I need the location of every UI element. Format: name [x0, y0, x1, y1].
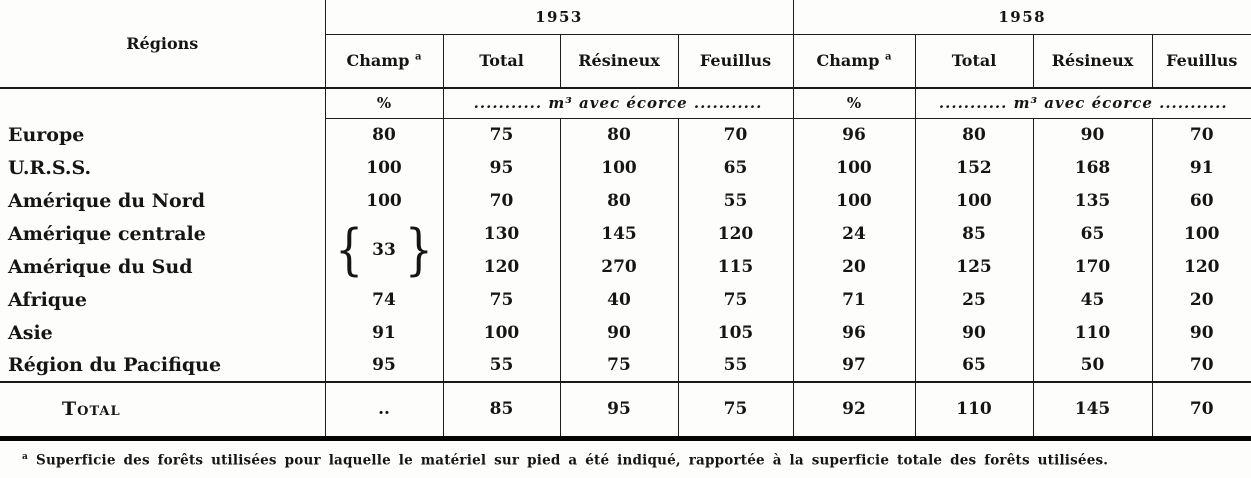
- data-cell: 75: [678, 283, 793, 316]
- col-header-champ-1958: [793, 34, 915, 88]
- braced-shared-value-cell: { 33 }: [325, 217, 443, 283]
- data-cell: 24: [793, 217, 915, 250]
- data-cell: 70: [443, 184, 560, 217]
- volume-unit-label: m³ avec écorce: [548, 94, 688, 113]
- col-header-resineux-1953: Résineux: [560, 34, 678, 88]
- data-cell: 100: [1152, 217, 1251, 250]
- data-cell: 100: [443, 316, 560, 349]
- col-header-feuillus-1953: Feuillus: [678, 34, 793, 88]
- data-cell: 75: [560, 349, 678, 382]
- year-header-1953: 1953: [325, 0, 793, 34]
- data-cell: 120: [443, 250, 560, 283]
- data-cell: 130: [443, 217, 560, 250]
- data-cell: 55: [678, 184, 793, 217]
- data-cell: 71: [793, 283, 915, 316]
- data-cell: 105: [678, 316, 793, 349]
- data-cell: 70: [1152, 349, 1251, 382]
- data-cell: 100: [560, 151, 678, 184]
- total-cell: 92: [793, 382, 915, 438]
- table-row-amerique-sud: [0, 250, 1251, 283]
- data-cell: 70: [1152, 118, 1251, 151]
- table-row-afrique: [0, 283, 1251, 316]
- champ-footnote-marker: a: [884, 51, 892, 63]
- data-cell: 100: [325, 184, 443, 217]
- total-cell: 110: [915, 382, 1033, 438]
- region-label: Europe: [8, 123, 85, 146]
- units-volume-1958: [915, 88, 1251, 118]
- regions-column-header: Régions: [0, 0, 325, 88]
- table-row-europe: [0, 118, 1251, 151]
- region-label: Amérique du Sud: [8, 255, 193, 278]
- data-cell: 90: [1152, 316, 1251, 349]
- data-cell: 90: [915, 316, 1033, 349]
- data-cell: 152: [915, 151, 1033, 184]
- data-cell: 65: [678, 151, 793, 184]
- footnote-text: Superficie des forêts utilisées pour laquelle le matériel sur pied a été indiqué, rapportée à la superficie totale des forêts utilisées.: [36, 452, 1109, 468]
- table-row-amerique-centrale: [0, 217, 1251, 250]
- total-row: [0, 382, 1251, 438]
- region-label: Amérique du Nord: [8, 189, 206, 212]
- units-percent-1958: %: [793, 88, 915, 118]
- data-cell: 91: [325, 316, 443, 349]
- units-percent-1953: %: [325, 88, 443, 118]
- table-row-urss: [0, 151, 1251, 184]
- data-cell: 60: [1152, 184, 1251, 217]
- region-label: U.R.S.S.: [8, 156, 92, 179]
- year-header-row: [0, 0, 1251, 34]
- data-cell: 80: [915, 118, 1033, 151]
- data-cell: 75: [443, 118, 560, 151]
- data-cell: 50: [1033, 349, 1152, 382]
- region-label: Afrique: [8, 288, 87, 311]
- total-cell: 75: [678, 382, 793, 438]
- data-cell: 145: [560, 217, 678, 250]
- data-cell: 85: [915, 217, 1033, 250]
- data-cell: 270: [560, 250, 678, 283]
- leader-dots: ...........: [938, 94, 1008, 113]
- champ-label: Champ: [816, 51, 880, 71]
- data-cell: 91: [1152, 151, 1251, 184]
- data-cell: 95: [443, 151, 560, 184]
- data-cell: 75: [443, 283, 560, 316]
- leader-dots: ...........: [473, 94, 543, 113]
- data-cell: 100: [915, 184, 1033, 217]
- data-cell: 74: [325, 283, 443, 316]
- region-label: Asie: [8, 321, 53, 344]
- data-cell: 125: [915, 250, 1033, 283]
- table-footnote: [22, 452, 1251, 469]
- col-header-total-1953: Total: [443, 34, 560, 88]
- data-cell: 97: [793, 349, 915, 382]
- total-row-label: Total: [0, 382, 325, 438]
- data-cell: 100: [793, 184, 915, 217]
- col-header-resineux-1958: Résineux: [1033, 34, 1152, 88]
- data-cell: 96: [793, 316, 915, 349]
- data-cell: 120: [678, 217, 793, 250]
- footnote-marker: a: [22, 451, 29, 462]
- total-cell: 95: [560, 382, 678, 438]
- data-cell: 65: [1033, 217, 1152, 250]
- col-header-total-1958: Total: [915, 34, 1033, 88]
- data-cell: 55: [443, 349, 560, 382]
- col-header-feuillus-1958: Feuillus: [1152, 34, 1251, 88]
- data-cell: 110: [1033, 316, 1152, 349]
- units-empty-cell: [0, 88, 325, 118]
- data-cell: 120: [1152, 250, 1251, 283]
- data-cell: 90: [560, 316, 678, 349]
- data-cell: 45: [1033, 283, 1152, 316]
- col-header-champ-1953: [325, 34, 443, 88]
- data-cell: 70: [678, 118, 793, 151]
- data-cell: 115: [678, 250, 793, 283]
- data-cell: 168: [1033, 151, 1152, 184]
- data-cell: 96: [793, 118, 915, 151]
- data-cell: 80: [325, 118, 443, 151]
- leader-dots: ...........: [693, 94, 763, 113]
- units-row: [0, 88, 1251, 118]
- table-row-amerique-nord: [0, 184, 1251, 217]
- data-cell: 100: [793, 151, 915, 184]
- table-row-region-pacifique: [0, 349, 1251, 382]
- data-cell: 20: [1152, 283, 1251, 316]
- data-cell: 80: [560, 184, 678, 217]
- data-cell: 40: [560, 283, 678, 316]
- total-cell: 70: [1152, 382, 1251, 438]
- shared-champ-value: 33: [372, 240, 396, 260]
- data-cell: 100: [325, 151, 443, 184]
- champ-footnote-marker: a: [414, 51, 422, 63]
- data-cell: 25: [915, 283, 1033, 316]
- data-cell: 65: [915, 349, 1033, 382]
- data-cell: 135: [1033, 184, 1152, 217]
- region-label: Amérique centrale: [8, 222, 206, 245]
- region-label: Région du Pacifique: [8, 354, 222, 376]
- volume-unit-label: m³ avec écorce: [1013, 94, 1153, 113]
- table-row-asie: [0, 316, 1251, 349]
- champ-label: Champ: [346, 51, 410, 71]
- data-cell: 20: [793, 250, 915, 283]
- data-cell: 95: [325, 349, 443, 382]
- year-header-1958: 1958: [793, 0, 1251, 34]
- data-cell: 80: [560, 118, 678, 151]
- data-cell: 55: [678, 349, 793, 382]
- total-cell: 85: [443, 382, 560, 438]
- data-cell: 90: [1033, 118, 1152, 151]
- data-cell: 170: [1033, 250, 1152, 283]
- units-volume-1953: [443, 88, 793, 118]
- total-cell: 145: [1033, 382, 1152, 438]
- total-cell: ..: [325, 382, 443, 438]
- leader-dots: ...........: [1159, 94, 1228, 113]
